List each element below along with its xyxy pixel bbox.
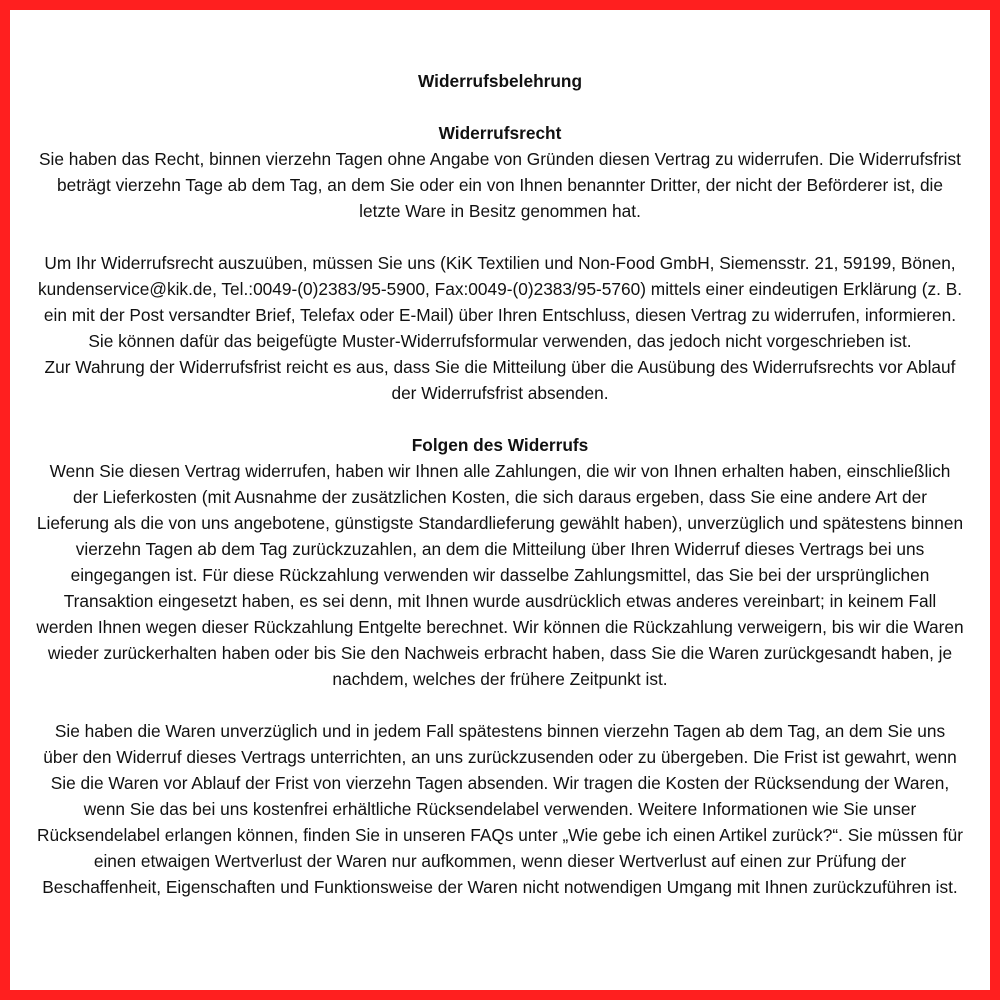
paragraph-widerrufsfrist: Sie haben das Recht, binnen vierzehn Tagen ohne Angabe von Gründen diesen Vertrag zu widerrufen. Die Widerrufsfrist beträgt vierzehn Tage ab dem Tag, an dem Sie oder ein von Ihnen benannter Dritter, der nicht der Beförderer ist, die letzte Ware in Besitz genommen hat. [39, 149, 961, 221]
section-heading-folgen: Folgen des Widerrufs [411, 435, 589, 455]
spacer [10, 692, 990, 718]
paragraph-rueckzahlung: Wenn Sie diesen Vertrag widerrufen, haben wir Ihnen alle Zahlungen, die wir von Ihnen erhalten haben, einschließlich der Lieferkosten (mit Ausnahme der zusätzlichen Kosten, die sich daraus ergeben, dass Sie eine andere Art der Lieferung als die von uns angebotene, günstigste Standardlieferung gewählt haben), unverzüglich und spätestens binnen vierzehn Tagen ab dem Tag zurückzuzahlen, an dem die Mitteilung über Ihren Widerruf dieses Vertrags bei uns eingegangen ist. Für diese Rückzahlung verwenden wir dasselbe Zahlungsmittel, das Sie bei der ursprünglichen Transaktion eingesetzt haben, es sei denn, mit Ihnen wurde ausdrücklich etwas anderes vereinbart; in keinem Fall werden Ihnen wegen dieser Rückzahlung Entgelte berechnet. Wir können die Rückzahlung verweigern, bis wir die Waren wieder zurückerhalten haben oder bis Sie den Nachweis erbracht haben, dass Sie die Waren zurückgesandt haben, je nachdem, welches der frühere Zeitpunkt ist. [36, 461, 964, 689]
spacer [10, 94, 990, 120]
section-heading-widerrufsrecht: Widerrufsrecht [438, 123, 562, 143]
spacer [10, 224, 990, 250]
paragraph-ausuebung: Um Ihr Widerrufsrecht auszuüben, müssen Sie uns (KiK Textilien und Non-Food GmbH, Siemensstr. 21, 59199, Bönen, kundenservice@kik.de, Tel.:0049-(0)2383/95-5900, Fax:0049-(0)2383/95-5760) mittels einer eindeutigen Erklärung (z. B. ein mit der Post versandter Brief, Telefax oder E-Mail) über Ihren Entschluss, diesen Vertrag zu widerrufen, informieren. Sie können dafür das beigefügte Muster-Widerrufsformular verwenden, das jedoch nicht vorgeschrieben ist. [37, 253, 963, 351]
paragraph-wahrung: Zur Wahrung der Widerrufsfrist reicht es aus, dass Sie die Mitteilung über die Ausübung des Widerrufsrechts vor Ablauf der Widerrufsfrist absenden. [44, 357, 956, 403]
paragraph-ruecksendung: Sie haben die Waren unverzüglich und in jedem Fall spätestens binnen vierzehn Tagen ab dem Tag, an dem Sie uns über den Widerruf dieses Vertrags unterrichten, an uns zurückzusenden oder zu übergeben. Die Frist ist gewahrt, wenn Sie die Waren vor Ablauf der Frist von vierzehn Tagen absenden. Wir tragen die Kosten der Rücksendung der Waren, wenn Sie das bei uns kostenfrei erhältliche Rücksendelabel verwenden. Weitere Informationen wie Sie unser Rücksendelabel erlangen können, finden Sie in unseren FAQs unter „Wie gebe ich einen Artikel zurück?“. Sie müssen für einen etwaigen Wertverlust der Waren nur aufkommen, wenn dieser Wertverlust auf einen zur Prüfung der Beschaffenheit, Eigenschaften und Funktionsweise der Waren nicht notwendigen Umgang mit Ihnen zurückzuführen ist. [36, 721, 964, 897]
document-title: Widerrufsbelehrung [417, 71, 583, 91]
spacer [10, 406, 990, 432]
document-body [10, 68, 990, 900]
